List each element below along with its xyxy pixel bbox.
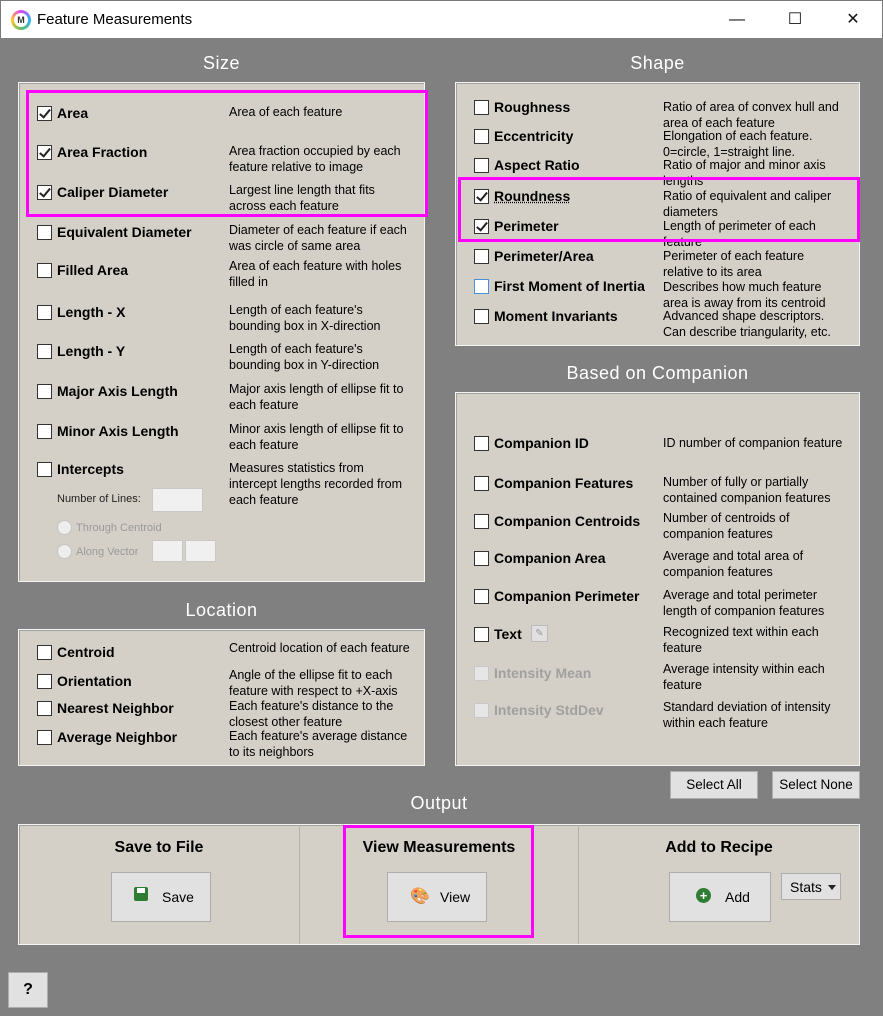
option-description: Area fraction occupied by each feature relative to image — [229, 144, 401, 174]
perimeter-area-checkbox[interactable] — [474, 249, 489, 264]
option-label: Nearest Neighbor — [57, 700, 174, 716]
option-description: Describes how much feature area is away from its centroid — [663, 280, 826, 310]
option-description: Length of each feature's bounding box in X-direction — [229, 303, 381, 333]
vector-x-input[interactable] — [152, 540, 183, 562]
option-description: Average and total perimeter length of companion features — [663, 588, 825, 618]
add-button-label: Add — [725, 889, 750, 905]
option-description: Number of fully or partially contained companion features — [663, 475, 831, 505]
option-description: Each feature's distance to the closest other feature — [229, 699, 394, 729]
option-description: Largest line length that fits across each feature — [229, 183, 375, 213]
along-vector-label: Along Vector — [76, 546, 139, 558]
number-of-lines-label: Number of Lines: — [57, 493, 141, 505]
option-label: Intercepts — [57, 461, 124, 477]
option-description: Average and total area of companion features — [663, 549, 804, 579]
average-neighbor-checkbox[interactable] — [37, 730, 52, 745]
option-label: Text — [494, 626, 522, 642]
companion-id-checkbox[interactable] — [474, 436, 489, 451]
option-label: Length - Y — [57, 343, 126, 359]
along-vector-radio[interactable] — [57, 544, 72, 559]
close-button[interactable]: ✕ — [846, 11, 860, 28]
option-description: Average intensity within each feature — [663, 662, 825, 692]
option-description: Diameter of each feature if each was circle of same area — [229, 223, 407, 253]
option-label: Perimeter — [494, 218, 559, 234]
option-label: Roughness — [494, 99, 571, 115]
option-label: Length - X — [57, 304, 126, 320]
perimeter-checkbox[interactable] — [474, 219, 489, 234]
save-button-label: Save — [162, 889, 194, 905]
view-measurements-title: View Measurements — [362, 839, 516, 856]
option-description: ID number of companion feature — [663, 436, 843, 450]
option-description: Area of each feature with holes filled in — [229, 259, 402, 289]
intensity-stddev-checkbox — [474, 703, 489, 718]
option-description: Angle of the ellipse fit to each feature with respect to +X-axis — [229, 668, 398, 698]
option-description: Major axis length of ellipse fit to each feature — [229, 382, 404, 412]
minor-axis-length-checkbox[interactable] — [37, 424, 52, 439]
eccentricity-checkbox[interactable] — [474, 129, 489, 144]
option-label: Area Fraction — [57, 144, 148, 160]
option-description: Length of each feature's bounding box in Y-direction — [229, 342, 380, 372]
aspect-ratio-checkbox[interactable] — [474, 158, 489, 173]
add-to-recipe-title: Add to Recipe — [665, 839, 773, 856]
option-description: Ratio of major and minor axis lengths — [663, 158, 826, 188]
option-label: Major Axis Length — [57, 383, 178, 399]
area-checkbox[interactable] — [37, 106, 52, 121]
option-label: Caliper Diameter — [57, 184, 169, 200]
location-section-title: Location — [185, 600, 258, 620]
output-section-title: Output — [410, 793, 468, 813]
moment-invariants-checkbox[interactable] — [474, 309, 489, 324]
option-label: Equivalent Diameter — [57, 224, 192, 240]
shape-section-title: Shape — [630, 53, 685, 73]
filled-area-checkbox[interactable] — [37, 263, 52, 278]
option-label: Orientation — [57, 673, 132, 689]
companion-features-checkbox[interactable] — [474, 476, 489, 491]
pencil-icon[interactable]: ✎ — [531, 625, 548, 642]
help-button[interactable]: ? — [8, 972, 48, 1008]
chevron-down-icon — [828, 885, 836, 890]
window-title: Feature Measurements — [37, 11, 193, 28]
size-section-title: Size — [202, 53, 240, 73]
location-panel — [18, 629, 425, 766]
centroid-checkbox[interactable] — [37, 645, 52, 660]
companion-perimeter-checkbox[interactable] — [474, 589, 489, 604]
stats-dropdown[interactable] — [781, 873, 841, 900]
option-description: Measures statistics from intercept lengths recorded from each feature — [229, 461, 403, 507]
option-label: Companion Centroids — [494, 513, 641, 529]
view-button-label: View — [440, 889, 471, 905]
roughness-checkbox[interactable] — [474, 100, 489, 115]
intercepts-checkbox[interactable] — [37, 462, 52, 477]
option-label: Roundness — [494, 188, 571, 204]
option-label: Intensity Mean — [494, 665, 592, 681]
save-to-file-title: Save to File — [114, 839, 204, 856]
option-description: Centroid location of each feature — [229, 641, 410, 655]
select-none-button[interactable]: Select None — [772, 771, 860, 799]
option-label: Average Neighbor — [57, 729, 178, 745]
option-label: Intensity StdDev — [494, 702, 604, 718]
major-axis-length-checkbox[interactable] — [37, 384, 52, 399]
app-logo-icon: M — [11, 10, 31, 30]
option-description: Area of each feature — [229, 105, 343, 119]
option-description: Recognized text within each feature — [663, 625, 819, 655]
nearest-neighbor-checkbox[interactable] — [37, 701, 52, 716]
title-bar — [0, 0, 883, 38]
size-panel — [18, 82, 425, 582]
option-description: Number of centroids of companion features — [663, 511, 790, 541]
area-fraction-checkbox[interactable] — [37, 145, 52, 160]
option-description: Advanced shape descriptors. Can describe triangularity, etc. — [663, 309, 831, 339]
option-description: Perimeter of each feature relative to its area — [663, 249, 805, 279]
palette-icon: 🎨 — [410, 888, 430, 905]
view-button[interactable] — [387, 872, 487, 922]
add-button[interactable] — [669, 872, 771, 922]
companion-centroids-checkbox[interactable] — [474, 514, 489, 529]
equivalent-diameter-checkbox[interactable] — [37, 225, 52, 240]
option-label: Moment Invariants — [494, 308, 618, 324]
plus-circle-icon: + — [696, 888, 711, 903]
option-description: Length of perimeter of each feature — [663, 219, 816, 249]
select-all-button[interactable]: Select All — [670, 771, 758, 799]
length-x-checkbox[interactable] — [37, 305, 52, 320]
minimize-button[interactable]: — — [729, 11, 745, 28]
option-label: Minor Axis Length — [57, 423, 179, 439]
option-description: Elongation of each feature. 0=circle, 1=straight line. — [663, 129, 813, 159]
option-description: Each feature's average distance to its neighbors — [229, 729, 408, 759]
companion-area-checkbox[interactable] — [474, 551, 489, 566]
first-moment-of-inertia-checkbox[interactable] — [474, 279, 489, 294]
through-centroid-radio[interactable] — [57, 520, 72, 535]
intensity-mean-checkbox — [474, 666, 489, 681]
length-y-checkbox[interactable] — [37, 344, 52, 359]
maximize-button[interactable]: ☐ — [787, 11, 803, 28]
option-label: Centroid — [57, 644, 115, 660]
companion-panel — [455, 392, 860, 766]
option-label: Eccentricity — [494, 128, 574, 144]
option-description: Ratio of equivalent and caliper diameters — [663, 189, 832, 219]
option-description: Standard deviation of intensity within each feature — [663, 700, 831, 730]
option-label: Perimeter/Area — [494, 248, 594, 264]
shape-panel — [455, 82, 860, 346]
option-label: Companion Features — [494, 475, 634, 491]
option-label: Filled Area — [57, 262, 129, 278]
option-description: Minor axis length of ellipse fit to each feature — [229, 422, 404, 452]
through-centroid-label: Through Centroid — [76, 522, 162, 534]
text-checkbox[interactable] — [474, 627, 489, 642]
output-panel — [18, 824, 860, 945]
option-description: Ratio of area of convex hull and area of each feature — [663, 100, 839, 130]
orientation-checkbox[interactable] — [37, 674, 52, 689]
number-of-lines-input[interactable] — [152, 488, 203, 512]
floppy-disk-icon — [134, 887, 148, 901]
option-label: Area — [57, 105, 89, 121]
roundness-checkbox[interactable] — [474, 189, 489, 204]
stats-dropdown-value: Stats — [790, 879, 822, 895]
option-label: Companion ID — [494, 435, 589, 451]
caliper-diameter-checkbox[interactable] — [37, 185, 52, 200]
option-label: Companion Area — [494, 550, 606, 566]
option-label: Companion Perimeter — [494, 588, 640, 604]
option-label: First Moment of Inertia — [494, 278, 645, 294]
option-label: Aspect Ratio — [494, 157, 580, 173]
companion-section-title: Based on Companion — [566, 363, 749, 383]
save-button[interactable] — [111, 872, 211, 922]
vector-y-input[interactable] — [185, 540, 216, 562]
